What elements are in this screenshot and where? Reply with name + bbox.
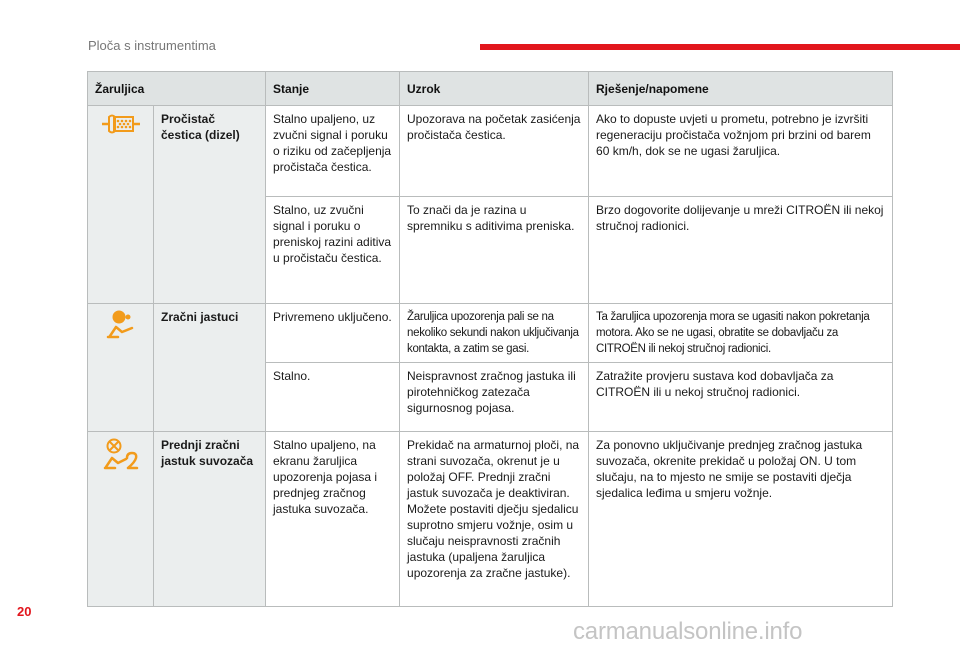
particle-filter-icon [100, 126, 142, 140]
state-cell: Privremeno uključeno. [266, 304, 400, 363]
solution-cell: Brzo dogovorite dolijevanje u mreži CITROËN ili nekoj stručnoj radionici. [589, 197, 893, 304]
state-cell: Stalno upaljeno, na ekranu žaruljica upozorenja pojasa i prednjeg zračnog jastuka suvozača. [266, 432, 400, 607]
page-header-title: Ploča s instrumentima [88, 38, 216, 53]
lamp-icon-cell [88, 432, 154, 607]
column-header-cause: Uzrok [400, 72, 589, 106]
lamp-name: Zračni jastuci [154, 304, 266, 432]
state-cell: Stalno upaljeno, uz zvučni signal i poruku o riziku od začepljenja pročistača čestica. [266, 106, 400, 197]
passenger-airbag-off-icon [103, 460, 139, 474]
lamp-name: Pročistač čestica (dizel) [154, 106, 266, 304]
table-row [88, 304, 893, 363]
page-number: 20 [17, 604, 32, 619]
cause-cell: Upozorava na početak zasićenja pročistača čestica. [400, 106, 589, 197]
table-row [88, 106, 893, 197]
lamp-icon-cell [88, 106, 154, 304]
state-cell: Stalno, uz zvučni signal i poruku o preniskoj razini aditiva u pročistaču čestica. [266, 197, 400, 304]
lamp-name: Prednji zračni jastuk suvozača [154, 432, 266, 607]
column-header-solution: Rješenje/napomene [589, 72, 893, 106]
table-row [88, 432, 893, 607]
warning-lamps-table [87, 71, 893, 607]
solution-cell: Za ponovno uključivanje prednjeg zračnog jastuka suvozača, okrenite prekidač u položaj ON. U tom slučaju, na to mjesto ne smije se postaviti dječja sjedalica leđima u smjeru vožnje. [589, 432, 893, 607]
column-header-lamp: Žaruljica [88, 72, 266, 106]
solution-cell: Ta žaruljica upozorenja mora se ugasiti nakon pokretanja motora. Ako se ne ugasi, obratite se dobavljaču za CITROËN ili nekoj stručnoj radionici. [589, 304, 893, 363]
cause-cell: To znači da je razina u spremniku s aditivima preniska. [400, 197, 589, 304]
cause-cell: Prekidač na armaturnoj ploči, na strani suvozača, okrenut je u položaj OFF. Prednji zračni jastuk suvozača je deaktiviran. Možete postaviti dječju sjedalicu suprotno smjeru vožnje, osim u slučaju neispravnosti zračnih jastuka (upaljena žaruljica upozorenja za zračne jastuke). [400, 432, 589, 607]
cause-cell: Žaruljica upozorenja pali se na nekoliko sekundi nakon uključivanja kontakta, a zatim se gasi. [400, 304, 589, 363]
solution-cell: Ako to dopuste uvjeti u prometu, potrebno je izvršiti regeneraciju pročistača vožnjom pri brzini od barem 60 km/h, dok se ne ugasi žaruljica. [589, 106, 893, 197]
watermark: carmanualsonline.info [573, 618, 803, 645]
lamp-icon-cell [88, 304, 154, 432]
solution-cell: Zatražite provjeru sustava kod dobavljača za CITROËN ili u nekoj stručnoj radionici. [589, 363, 893, 432]
column-header-state: Stanje [266, 72, 400, 106]
airbag-icon [104, 328, 138, 342]
header-accent-bar [480, 44, 960, 50]
state-cell: Stalno. [266, 363, 400, 432]
cause-cell: Neispravnost zračnog jastuka ili pirotehničkog zatezača sigurnosnog pojasa. [400, 363, 589, 432]
table-header-row [88, 72, 893, 106]
